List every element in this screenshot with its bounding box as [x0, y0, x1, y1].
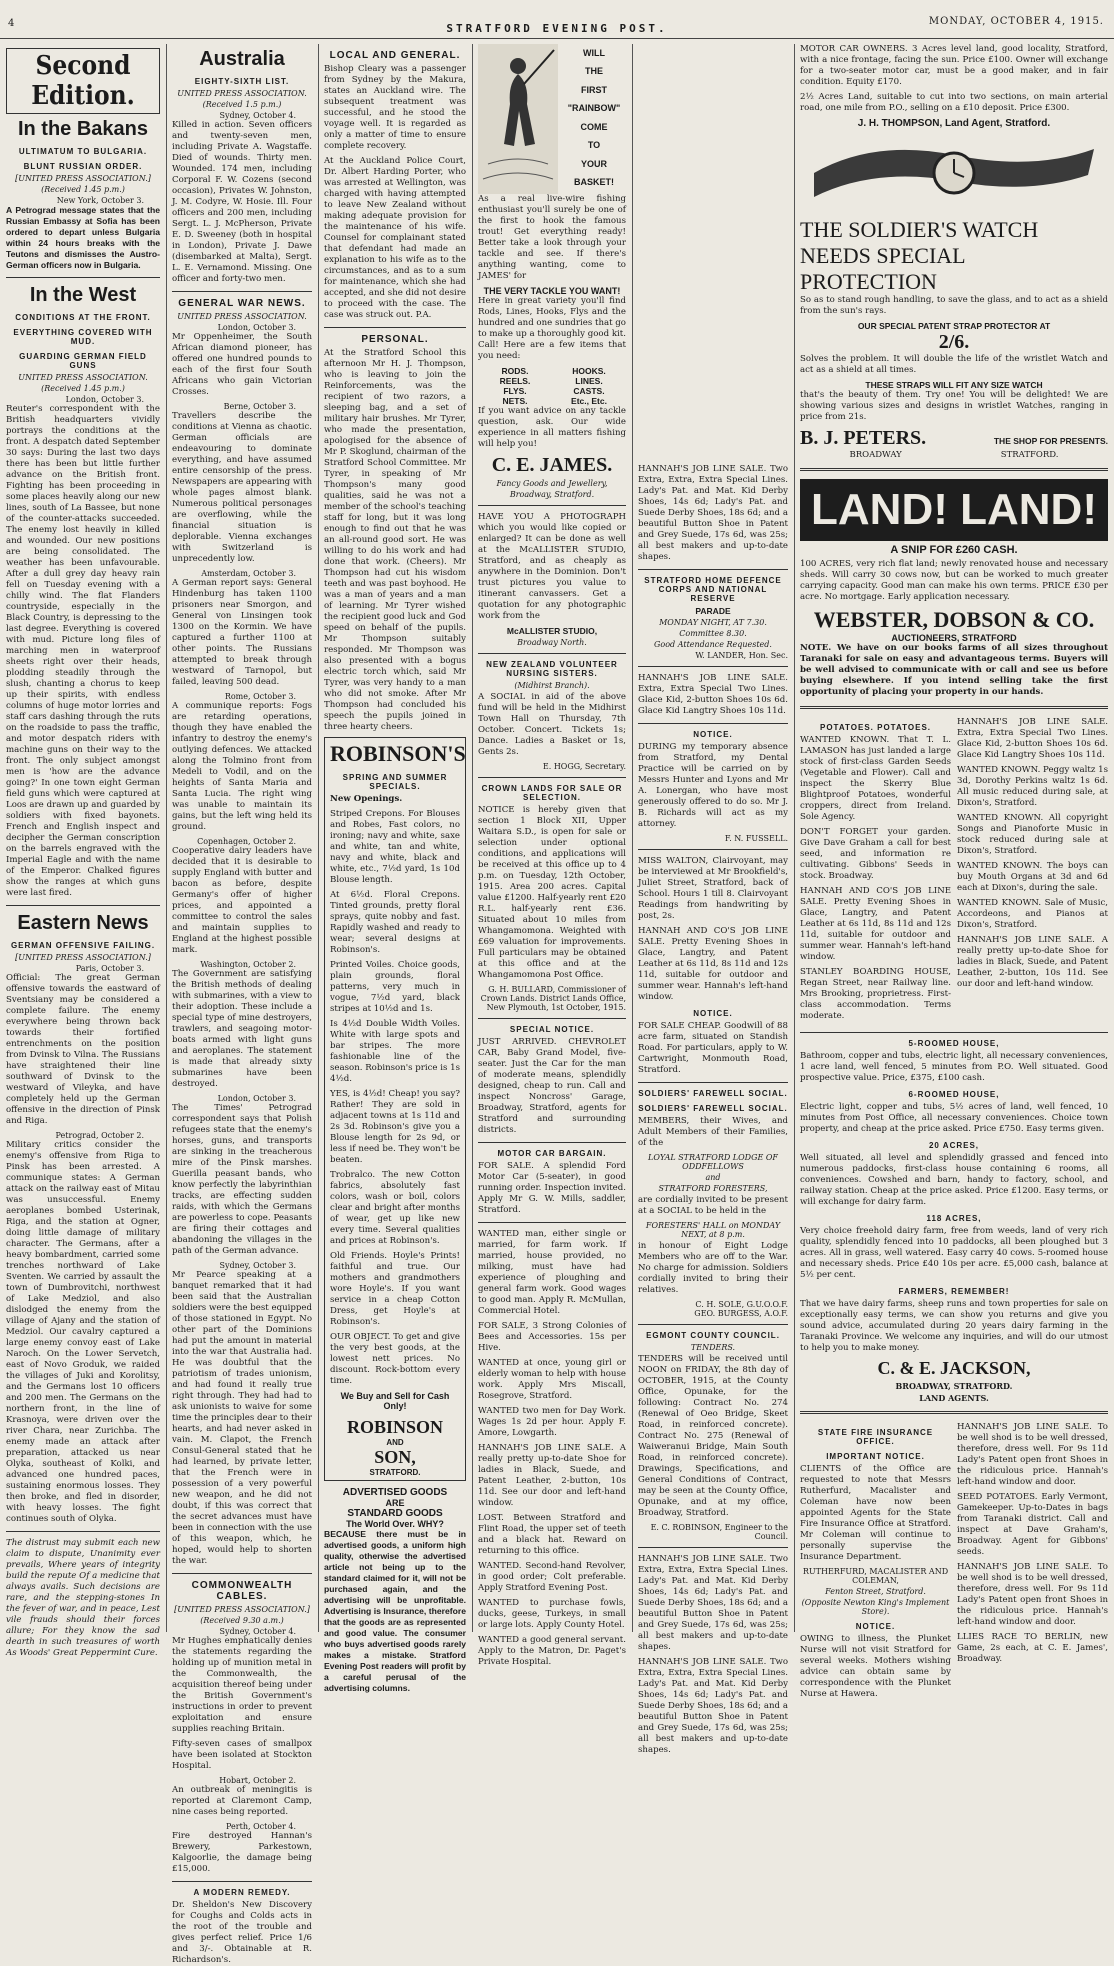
classified: FOR SALE, 3 Strong Colonies of Bees and Accessories. 15s per Hive.: [478, 1321, 626, 1353]
watch-headline: NEEDS SPECIAL: [800, 243, 966, 268]
dateline: Sydney, October 3.: [219, 1261, 296, 1270]
press-credit: [UNITED PRESS ASSOCIATION.]: [174, 1605, 310, 1614]
auctioneers: AUCTIONEERS, STRATFORD: [891, 633, 1017, 643]
war-body: Travellers describe the conditions at Vienna as chaotic. German officials are endeavouring to dominate everything, and have assumed entire censorship of the press. Newspapers are appearing with whole pages almost blank. Numerous political personages are overflowing, while the financial situation is deplorable. Vienna exchanges with Switzerland is unprecedently low.: [172, 411, 312, 564]
dateline: Washington, October 2.: [200, 960, 296, 969]
dateline: Perth, October 4.: [226, 1822, 296, 1831]
nurse-heading: NEW ZEALAND VOLUNTEER NURSING SISTERS.: [486, 660, 618, 678]
property-body: Bathroom, copper and tubs, electric light, all necessary conveniences, 1 acre land, well fenced, 5 minutes from P.O. Well situated. Good prospective value. Price, £375, £100 cash.: [800, 1051, 1108, 1083]
column-5: [632, 44, 794, 1755]
robinson-son: SON,: [374, 1447, 416, 1467]
war-body: Cooperative dairy leaders have decided that it is desirable to supply England with butter and bacon as before, despite Germany's offer of higher prices, and appointed a committee to control the sales and maintain supplies to England at the highest possible mark.: [172, 846, 312, 955]
classified-right: [957, 717, 1108, 1026]
classified: WANTED at once, young girl or elderly woman to help with house work. Apply Mrs Miscall, Rosegrove, Stratford.: [478, 1358, 626, 1401]
robinson-item: Trobralco. The new Cotton fabrics, absolutely fast colors, wash or boil, colors clear and bright after months of wear, get up like new every time. Several qualities and prices at Robinson's.: [330, 1170, 460, 1246]
classified: HANNAH'S JOB LINE SALE. To be well shod is to be well dressed, therefore, dress well. For 9s 11d Lady's Patent open front Shoes in the ridiculous price. Hannah's left-hand window and door.: [957, 1422, 1108, 1487]
balkans-subhead: ULTIMATUM TO BULGARIA.: [18, 147, 148, 156]
tackle-body: Here in great variety you'll find Rods, Lines, Hooks, Flys and the hundred and one sundries that go to make up a thoroughly good kit. Call! Here are a few items that you need:: [478, 296, 626, 361]
james-sub: Fancy Goods and Jewellery,: [496, 479, 608, 488]
west-heading: In the West: [29, 284, 137, 306]
dateline: Hobart, October 2.: [219, 1776, 296, 1785]
james-sub: Broadway, Stratford.: [509, 490, 595, 499]
fire-signature: RUTHERFURD, MACALISTER AND COLEMAN,: [802, 1567, 949, 1585]
jackson-agents: LAND AGENTS.: [919, 1393, 989, 1403]
press-credit: [UNITED PRESS ASSOCIATION.]: [15, 174, 151, 183]
classified: WANTED man, either single or married, for farm work. If married, house provided, no milking, must have had experience of ploughing and general farm work. Good wages to good man. Apply R. McMullan, Commercial Hotel.: [478, 1229, 626, 1316]
balkans-subhead: BLUNT RUSSIAN ORDER.: [23, 162, 143, 171]
property-body: Very choice freehold dairy farm, free from weeds, land of very rich quality, splendidly fenced into 10 paddocks, all been ploughed but 3 acres. All in grass, well watered. Easy carry 40 cows. 5-roomed house and necessary sheds. Price £40 10s per acre. £5,000 cash, balance at 5½ per cent.: [800, 1226, 1108, 1280]
peters-address-part: STRATFORD.: [1000, 450, 1059, 460]
property-heading: 5-ROOMED HOUSE,: [908, 1039, 1000, 1048]
balkans-heading: In the Bakans: [17, 118, 149, 140]
defence-when: MONDAY NIGHT, AT 7.30.: [659, 618, 767, 627]
tackle-close: If you want advice on any tackle question, ask. Our wide experience in all matters fishing will help you!: [478, 406, 626, 449]
fire-heading: STATE FIRE INSURANCE OFFICE.: [817, 1428, 934, 1446]
tackle-items: [478, 366, 626, 406]
james-name: C. E. JAMES.: [491, 454, 613, 476]
classified: HANNAH'S JOB LINE SALE. To be well shod is to be well dressed, therefore, dress well. For 9s 11d Lady's Patent open front Shoes in the ridiculous price. Hannah's left-hand window and door.: [957, 1562, 1108, 1627]
advertised-goods-heading: ADVERTISED GOODS: [342, 1487, 448, 1498]
column-6: [794, 44, 1114, 1699]
robinson-item: Striped Crepons. For Blouses and Robes, Fast colors, no ironing; navy and white, saxe and white, tan and white, navy and white, black and white, etc., 7½d yard, 1s 10d Blouse length.: [330, 809, 460, 885]
page-number: 4: [8, 18, 15, 29]
classified: HANNAH'S JOB LINE SALE. A really pretty up-to-date Shoe for ladies in Black, Suede, and Patent Leather, 2-button, 10s 11d. See our door and left-hand window.: [478, 1443, 626, 1508]
watch-body: Solves the problem. It will double the life of the wristlet Watch and act as a shield at all times.: [800, 354, 1108, 375]
dateline: Rome, October 3.: [224, 692, 296, 701]
classified-right: [957, 1422, 1108, 1704]
fire-address: (Opposite Newton King's Implement Store).: [801, 1598, 950, 1616]
chevrolet-body: JUST ARRIVED. CHEVROLET CAR, Baby Grand Model, five-seater. Just the Car for the man of moderate means, splendidly designed, cheap to run. Call and inspect Noncross' Garage, Broadway, Stratford, agents for Stratford and surrounding districts.: [478, 1037, 626, 1135]
received-time: (Received 1.5 p.m.): [202, 100, 282, 109]
watch-body: So as to stand rough handling, to save the glass, and to act as a shield from the sun's rays.: [800, 295, 1108, 316]
watch-patent: OUR SPECIAL PATENT STRAP PROTECTOR AT: [857, 321, 1051, 331]
fire-notice: IMPORTANT NOTICE.: [826, 1452, 925, 1461]
classified: WANTED KNOWN. All copyright Songs and Pianoforte Music in stock reduced during sale at Dixon's, Stratford.: [957, 813, 1108, 856]
robinson-sub: SPRING AND SUMMER SPECIALS.: [342, 773, 448, 791]
defence-committee: Committee 8.30.: [679, 629, 747, 638]
classified: LLIES RACE TO BERLIN, new Game, 2s each, at C. E. James', Broadway.: [957, 1632, 1108, 1664]
tackle-heading: THE VERY TACKLE YOU WANT!: [483, 286, 621, 296]
cables-body: Fire destroyed Hannan's Brewery, Parkestown, Kalgoorlie, the damage being £15,000.: [172, 1831, 312, 1874]
robinson-item: Printed Voiles. Choice goods, plain grounds, floral patterns, very much in vogue, 7½d yard, black stripes at 10½d and 1s.: [330, 960, 460, 1014]
watch-headline: THE SOLDIER'S WATCH: [800, 217, 1039, 242]
east-body: Military critics consider the enemy's offensive from Riga to Pinsk has been arrested. A communique states: A German attack on the railway east of Mitau was unsuccessful. Enemy aeroplanes bombed Usterinak, Riga, and the station at Ogner, doing little damage of military character. The Germans, after a heavy bombardment, carried some trenches northward of Lake Sventen. We carried by assault the town of Dumbrovitchi, northwest of Lake Medziol, and also dislodged the enemy from the village of Ajany and the station of Medziol. Our cavalry captured a large enemy convoy east of Lake Naroch. On the Lower Servetch, east of Novo Groduk, we raided the villages of Juki and Korolitsy, and the Germans lost 10 officers and 200 men. The Germans on the northern front, in the line of Krasnoya, were driven over the river Chara, near Zurichba. The enemy made an attack after preparation, attacked us near Olyka, southeast of Kolki, and advanced one hundred paces, sustaining enormous losses. They then broke, and fled in disorder, with heavy losses. The fight continues south of Olyka.: [6, 1140, 160, 1524]
classified: HANNAH'S JOB LINE SALE. A really pretty up-to-date Shoe for ladies in Black, Suede, and Patent Leather, 2-button, 10s 11d. See our door and left-hand window.: [957, 935, 1108, 989]
war-body: The Government are satisfying the British methods of dealing with submarines, with a view to their adoption. These include a special type of mine destroyers, trawlers, and seagoing motor-boats armed with light guns and aeroplanes. The statement is made that already sixty submarines have been destroyed.: [172, 969, 312, 1089]
farewell-signature: C. H. SOLE, G.U.O.O.F.: [695, 1300, 788, 1309]
robinson-item: At 6½d. Floral Crepons. Tinted grounds, pretty floral sprays, quite nobby and fast. Rapidly washed and ready to wear; several designs at Robinson's.: [330, 890, 460, 955]
classified: WANTED KNOWN. Peggy waltz 1s 3d, Dorothy Perkins waltz 1s 6d. All music reduced during sale, at Dixon's, Stratford.: [957, 765, 1108, 808]
fire-address: Fenton Street, Stratford.: [825, 1587, 926, 1596]
dateline: Sydney, October 4.: [219, 1627, 296, 1636]
dateline: Berne, October 3.: [223, 402, 296, 411]
robinson-advert: [324, 737, 466, 1481]
classified: WANTED KNOWN. The boys can buy Mouth Organs at 3d and 6d each at Dixon's, during the sale.: [957, 861, 1108, 893]
war-body: A communique reports: Fogs are retarding operations, though they have enabled the infantry to destroy the enemy's outlying defences. We attacked along the Tolmino front from Medeli to Vodil, and on the heights of Santa Maria and Santa Lucia. The right wing was unable to maintain its gains, but the left wing held its ground.: [172, 701, 312, 832]
received-time: (Received 1.45 p.m.): [41, 185, 125, 194]
tackle-item: CASTS.: [573, 386, 605, 396]
local-heading: LOCAL AND GENERAL.: [329, 50, 461, 61]
war-body: Mr Oppenheimer, the South African diamond pioneer, has offered one hundred pounds to each of the first four South Africans who gain Victorian Crosses.: [172, 332, 312, 397]
east-heading: Eastern News: [17, 912, 149, 934]
council-body: TENDERS will be received until NOON on FRIDAY, the 8th day of OCTOBER, 1915, at the County Office, Opunake, for the following: Contract No. 274 (Renewal of Oeo Bridge, Skeet Road, in reinforced concrete). Contract No. 275 (Renewal of Waiweranui Bridge, Main South Road, in reinforced concrete). Drawings, Specifications, and General Conditions of Contract, may be seen at the County Office, Opunake, and at my office, Broadway, Stratford.: [638, 1354, 788, 1518]
robinson-place: STRATFORD.: [369, 1468, 421, 1477]
lodge-name: LOYAL STRATFORD LODGE OF ODDFELLOWS: [648, 1153, 778, 1171]
land-snip: A SNIP FOR £260 CASH.: [890, 544, 1018, 556]
defence-heading: STRATFORD HOME DEFENCE CORPS AND NATIONAL RESERVE: [644, 576, 782, 603]
remedy-body: Dr. Sheldon's New Discovery for Coughs and Colds acts in the root of the trouble and gives perfect relief. Price 1/6 and 3/-. Obtainable at R. Richardson's.: [172, 1900, 312, 1965]
cables-body: Mr Hughes emphatically denies the statements regarding the holding up of munition metal in the Commonwealth, the acquisition thereof being under the British Government's instructions in order to prevent exploitation and ensure supplies reaching Britain.: [172, 1636, 312, 1734]
farmers-heading: FARMERS, REMEMBER!: [898, 1287, 1010, 1296]
rainbow-slogan: [562, 44, 626, 194]
classified: HANNAH'S JOB LINE SALE. Extra, Extra Special Two Lines. Glace Kid, 2-button Shoes 10s 6d. Glace Kid Langtry Shoes 10s 11d.: [638, 673, 788, 716]
cables-body: An outbreak of meningitis is reported at Claremont Camp, nine cases being reported.: [172, 1785, 312, 1817]
received-time: (Received 9.30 a.m.): [200, 1616, 284, 1625]
potatoes-heading: POTATOES. POTATOES.: [819, 723, 931, 732]
nurse-body: A SOCIAL in aid of the above fund will be held in the Midhirst Town Hall on Thursday, 7th October. Concert. Tickets 1s; Dance. Ladies a Basket or 1s, Gents 2s.: [478, 692, 626, 757]
lodge-name: STRATFORD FORESTERS,: [658, 1184, 768, 1193]
watch-strap-illustration: [804, 133, 1104, 213]
peters-name: B. J. PETERS.: [800, 427, 927, 449]
slogan-line: TO: [587, 140, 601, 151]
webster-name: WEBSTER, DOBSON & CO.: [813, 607, 1095, 632]
peters-tagline: THE SHOP FOR PRESENTS.: [993, 436, 1108, 446]
press-credit: UNITED PRESS ASSOCIATION.: [18, 373, 148, 382]
robinson-openings: New Openings.: [330, 794, 403, 804]
farewell-heading: SOLDIERS' FAREWELL SOCIAL.: [638, 1104, 788, 1113]
classified: HANNAH'S JOB LINE SALE. Two Extra, Extra, Extra Special Lines. Lady's Pat. and Mat. Kid Derby Shoes, 14s 6d; Lady's Pat. and Suede Derby Shoes, 18s 6d; and a beautiful Button Shoe in Patent and Grey Suede, 17s 6d, was 25s; all best makers and up-to-date shapes.: [638, 1657, 788, 1755]
crown-heading: CROWN LANDS FOR SALE OR SELECTION.: [481, 784, 623, 802]
fire-body: CLIENTS of the Office are requested to note that Messrs Rutherfurd, Macalister and Coleman have now been appointed Agents for the State Fire Insurance Office at Stratford. Mr Coleman will continue to personally supervise the Insurance Department.: [800, 1464, 951, 1562]
robinson-cash: We Buy and Sell for Cash Only!: [340, 1391, 450, 1411]
classified: WANTED two men for Day Work. Wages 1s 2d per hour. Apply F. Amore, Lowgarth.: [478, 1406, 626, 1438]
classified-left: [800, 717, 951, 1026]
local-body: At the Auckland Police Court, Dr. Albert Harding Porter, who was arrested at Wellington, was charged with having attempted to leave New Zealand without making adequate provision for the maintenance of his wife. Counsel for complainant stated that defendant had made an explanation to his wife as to the circumstances, and as to a sum for maintenance, which she had accepted, and she did not desire to proceed with the case. The case was struck out. P.A.: [324, 156, 466, 320]
classified: STANLEY BOARDING HOUSE, Regan Street, near Railway line. Mrs Brooking, proprietress. First-class accommodation. Terms moderate.: [800, 967, 951, 1021]
classified: HANNAH'S JOB LINE SALE. Two Extra, Extra, Extra Special Lines. Lady's Pat. and Mat. Kid Derby Shoes, 14s 6d; Lady's Pat. and Suede Derby Shoes, 18s 6d; and a beautiful Button Shoe in Patent and Grey Suede, 17s 6d, was 25s; all best makers and up-to-date shapes.: [638, 1554, 788, 1652]
advertised-goods-body: BECAUSE there must be in advertised goods, a uniform high quality, otherwise the advertised article not being up to the standard claimed for it, will not be purchased again, and the advertising will be unprofitable. Advertising is Insurance, therefore that the goods are as represented and good value. The consumer who buys advertised goods rarely makes a mistake. Stratford Evening Post readers will profit by a careful perusal of the advertising columns.: [324, 1529, 466, 1693]
property-body: Well situated, all level and splendidly grassed and fenced into numerous paddocks, first-class house containing 6 rooms, all conveniences. Cowshed and barn, handy to factory, school, and railway station. Cheap at the price asked. Price £1200. Easy terms, or will exchange for dairy farm.: [800, 1153, 1108, 1207]
robinson-and: AND: [386, 1438, 404, 1447]
rainbow-advert: [478, 44, 626, 194]
property-heading: 20 ACRES,: [928, 1141, 980, 1150]
balkans-body: A Petrograd message states that the Russian Embassy at Sofia has been ordered to depart unless Bulgaria within 24 hours breaks with the Teutons and dismisses the Austro-German officers now in Bulgaria.: [6, 205, 160, 270]
watch-body: that's the beauty of them. Try one! You will be delighted! We are showing various sizes and designs in wristlet Watches, ranging in price from 21s.: [800, 390, 1108, 422]
dateline: Sydney, October 4.: [219, 111, 296, 120]
slogan-line: BASKET!: [574, 177, 614, 188]
farewell-body: are cordially invited to be present at a SOCIAL to be held in the: [638, 1195, 788, 1216]
west-subhead: CONDITIONS AT THE FRONT.: [15, 313, 151, 322]
advertised-goods-heading: The World Over. WHY?: [346, 1519, 444, 1529]
classified: HANNAH'S JOB LINE SALE. Two Extra, Extra, Extra Special Lines. Lady's Pat. and Mat. Kid Derby Shoes, 14s 6d; Lady's Pat. and Suede Derby Shoes, 18s 6d; and a beautiful Button Shoe in Patent and Grey Suede, 17s 6d, was 25s; all best makers and up-to-date shapes.: [638, 464, 788, 562]
peters-advert: [800, 427, 1108, 450]
remedy-heading: A MODERN REMEDY.: [193, 1888, 291, 1897]
classified: FOR SALE CHEAP. Goodwill of 88 acre farm, situated on Standish Road. For particulars, apply to W. Cartwright, Monmouth Road, Stratford.: [638, 1021, 788, 1075]
watch-straps: THESE STRAPS WILL FIT ANY SIZE WATCH: [865, 380, 1043, 390]
land-advert: 2½ Acres Land, suitable to cut into two sections, on main arterial road, one mile from P.O., selling on a £10 deposit. Price £300.: [800, 92, 1108, 113]
thompson-agent: J. H. THOMPSON, Land Agent, Stratford.: [857, 118, 1051, 129]
dateline: London, October 3.: [217, 1094, 296, 1103]
farewell-heading: SOLDIERS' FAREWELL SOCIAL.: [638, 1089, 788, 1098]
west-subhead: EVERYTHING COVERED WITH MUD.: [13, 328, 153, 346]
jackson-address: BROADWAY, STRATFORD.: [895, 1381, 1013, 1391]
west-body: Reuter's correspondent with the British headquarters vividly portrays the conditions at the front. A despatch dated September 30 says: During the last two days there has been but little further advance on the British front. Fighting has been proceeding in some places heavily along our new lines, south of La Bassee, but none of the counter-attacks succeeded. The enemy lost heavily in killed and wounded. Our new positions are being consolidated. The weather has been unfavourable. After a dull grey day heavy rain fell on Tuesday evening with a chilly wind. The flat Flanders countryside, especially in the Black Country, is depressing to the last degree. Everything is covered with mud. Picture long files of marching men in waterproof sheets right over their heads, plodding steadily through the slush, chanting a chorus to keep up their spirits, with endless columns of huge motor lorries and staff cars dashing through the ruts on the roadside to pass the traffic, and motor despatch riders with machine guns on their way to the front. The only subject amongst men is 'how are the advance going?' In one town eight German field guns which were captured at Loos are drawn up and guarded by soldiers with fixed bayonets. French and English inspect and decipher the German conscription on the barrels engraved with the Imperial Eagle and with the name of the Emperor. Chalked figures show the ranges at which guns were last fired.: [6, 404, 160, 898]
robinson-item: OUR OBJECT. To get and give the very best goods, at the lowest nett prices. No discount. Rock-bottom every time.: [330, 1332, 460, 1386]
robinson-item: Is 4½d Double Width Voiles. White with large spots and bar stripes. The more fashionable line of the season. Robinson's price is 1s 4½d.: [330, 1019, 461, 1084]
slogan-line: FIRST: [581, 84, 607, 95]
council-heading: EGMONT COUNTY COUNCIL.: [646, 1331, 780, 1340]
robinson-item: Old Friends. Hoyle's Prints! faithful and true. Our mothers and grandmothers wore Hoyle's. If you want service in a cheap Cotton Dress, get Hoyle's at Robinson's.: [330, 1251, 460, 1327]
received-time: (Received 1.45 p.m.): [41, 384, 125, 393]
cables-body: Fifty-seven cases of smallpox have been isolated at Stockton Hospital.: [172, 1739, 312, 1771]
column-1: [0, 44, 166, 1658]
dateline: New York, October 3.: [56, 196, 144, 205]
land-body: 100 ACRES, very rich flat land; newly renovated house and necessary sheds. Will carry 30 cows now, but can be worked to much greater carrying capacity. Good man can make his own terms. PRICE £30 per acre. No mortgage. Early application necessary.: [800, 559, 1108, 602]
land-advert: MOTOR CAR OWNERS. 3 Acres level land, good locality, Stratford, with a nice frontage, facing the sun. Price £100. Owner will exchange for a two-seater motor car, must be a good maker, and in fair condition. Equity £170.: [800, 44, 1108, 87]
classified: MISS WALTON, Clairvoyant, may be interviewed at Mr Brookfield's, Juliet Street, Stratford, back of School. Hours 1 till 8. Clairvoyant Readings from handwriting by post, 2s.: [638, 856, 788, 921]
personal-heading: PERSONAL.: [361, 334, 429, 345]
tackle-item: HOOKS.: [572, 366, 606, 376]
dateline: London, October 3.: [217, 323, 296, 332]
rainbow-body: As a real live-wire fishing enthusiast you'll surely be one of the first to hook the famous trout! Get everything ready! Better take a look through your tackle and see. If there's anything wanting, come to JAMES' for: [478, 194, 626, 281]
slogan-line: YOUR: [580, 158, 607, 169]
nurse-signature: E. HOGG, Secretary.: [542, 762, 626, 771]
farewell-body: in honour of Eight Lodge Members who are off to the War. No charge for admission. Soldiers cordially invited to bring their relatives.: [638, 1241, 788, 1295]
classified: DON'T FORGET your garden. Give Dave Graham a call for best seed, and information re cultivating. Gibbons' Seeds in stock. Broadway.: [800, 827, 951, 881]
war-body: Mr Pearce speaking at a banquet remarked that it had been said that the Australian soldiers were the best equipped of those stationed in Egypt. No other part of the Dominions had put the amount in material into the war that Australia had. He was doubtful that the patriotism of trades unionism, and had found it really true right through. They had had to ask unionists to waive for some time the principles dear to their hearts, and had never asked in vain. M. Clapot, the French Consul-General stated that he had learned, by private letter, that the French were in possession of a very powerful new weapon, and he did not doubt, if this was correct that the secret advances must have been in connection with the use of this weapon, which, he hoped, would help to shorten the war.: [172, 1270, 312, 1566]
angler-illustration: [478, 44, 558, 194]
tackle-item: Etc., Etc.: [571, 396, 607, 406]
tackle-item: LINES.: [575, 376, 603, 386]
classified: LOST. Between Stratford and Flint Road, the upper set of teeth and a black hat. Reward on returning to this office.: [478, 1513, 626, 1556]
classified: WANTED a good general servant. Apply to the Matron, Dr. Paget's Private Hospital.: [478, 1635, 626, 1667]
motor-body: FOR SALE. A splendid Ford Motor Car (5-seater), in good running order. Inspection invited. Apply Mr G. W. Mills, saddler, Stratford.: [478, 1161, 626, 1215]
edition-banner: Second Edition.: [6, 48, 160, 114]
robinson-name: ROBINSON: [346, 1417, 444, 1437]
classified-columns: [800, 1422, 1108, 1704]
east-body: Official: The great German offensive towards the eastward of Sventsiany may be considered a complete failure. The enemy everywhere being thrown back towards their fortified entrenchments on the position from Dvinsk to Vilna. The Russians have straightened their line southward of Dvinsk to the westward of Vileyka, and have completely held up the German offensive in the direction of Pinsk and Riga.: [6, 973, 160, 1126]
press-credit: UNITED PRESS ASSOCIATION.: [177, 312, 307, 321]
peters-address-part: BROADWAY: [849, 450, 902, 460]
defence-signature: W. LANDER, Hon. Sec.: [695, 651, 788, 660]
webster-note: NOTE. We have on our books farms of all sizes throughout Taranaki for sale on easy and advantageous terms. Buyers will be well advised to communicate with or call and see us before buying elsewhere. If you intend selling take the first opportunity of placing your property in our hands.: [800, 643, 1108, 697]
slogan-line: COME: [580, 121, 608, 132]
advertised-goods-heading: ARE: [385, 1498, 405, 1508]
press-credit: UNITED PRESS ASSOCIATION.: [177, 89, 307, 98]
classified-columns: [800, 717, 1108, 1026]
australia-heading: Australia: [199, 48, 285, 70]
war-news-heading: GENERAL WAR NEWS.: [178, 298, 306, 309]
classified: HANNAH AND CO'S JOB LINE SALE. Pretty Evening Shoes in Glace, Langtry, and Patent Leather at 6s 11d, 8s 11d and 12s 11d, suitable for outdoor and summer wear. Hannah's left-hand window.: [800, 886, 951, 962]
property-heading: 6-ROOMED HOUSE,: [908, 1090, 1000, 1099]
farmers-body: That we have dairy farms, sheep runs and town properties for sale on exceptionally easy terms, we can show you returns and give you sound advice, accumulated during 20 years dairy farming in the Taranaki Province. We welcome any inquiries, and will do our utmost to help you to make money.: [800, 1299, 1108, 1353]
advertised-goods-heading: STANDARD GOODS: [347, 1508, 443, 1519]
dental-body: DURING my temporary absence from Stratford, my Dental Practice will be carried on by Messrs Hunter and Lyons and Mr A. Lonergan, who have most generously offered to do so. Mr J. B. Richards will act as my attorney.: [638, 742, 788, 829]
dental-signature: F. N. FUSSELL.: [724, 834, 788, 843]
farewell-signature: GEO. BURGESS, A.O.F.: [694, 1309, 788, 1318]
classified: WANTED. Second-hand Revolver, in good order; Colt preferable. Apply Stratford Evening Post.: [478, 1561, 626, 1593]
tackle-item: REELS.: [499, 376, 531, 386]
robinson-title: ROBINSON'S: [330, 741, 466, 766]
column-2: [166, 44, 318, 1965]
cure-verse: The distrust may submit each new claim to dispute, Unanimity ever prevails, Where years of integrity build the repute Of a medicine that always avails. Such decisions are rare, and the stepping-stones In the fever of war, and in peace, Lest vile frauds should their forces allure; For they know the sad dearth in such treasures of worth As Woods' Great Peppermint Cure.: [6, 1538, 160, 1658]
column-4: [472, 44, 632, 1667]
classified: HANNAH'S JOB LINE SALE. Extra, Extra Special Two Lines. Glace Kid, 2-button Shoes 10s 6d. Glace Kid Langtry Shoes 10s 11d.: [957, 717, 1108, 760]
dateline: Petrograd, October 2.: [55, 1131, 144, 1140]
tackle-item: NETS.: [502, 396, 528, 406]
column-5-spacer: [638, 44, 788, 464]
defence-parade: PARADE: [695, 606, 731, 616]
photo-studio: McALLISTER STUDIO,: [506, 626, 598, 636]
jackson-name: C. & E. JACKSON,: [877, 1358, 1031, 1378]
watch-headline: PROTECTION: [800, 269, 937, 294]
property-heading: 118 ACRES,: [926, 1214, 982, 1223]
nurse-sub: (Midhirst Branch).: [514, 681, 590, 690]
masthead: [0, 4, 1114, 39]
west-subhead: GUARDING GERMAN FIELD GUNS: [19, 352, 147, 370]
council-sub: TENDERS.: [690, 1343, 736, 1352]
war-body: A German report says: General Hindenburg has taken 1100 prisoners near Smorgon, and General von Linsingen took 1300 on the Kormin. We have captured a further 1100 at other points. The Russians attempted to break through westward of Tarnopol, but failed, leaving 500 dead.: [172, 578, 312, 687]
dental-heading: NOTICE.: [693, 730, 733, 739]
dateline: London, October 3.: [65, 395, 144, 404]
local-body: Bishop Cleary was a passenger from Sydney by the Makura, states an Auckland wire. The subsequent treatment was successful, and he stood the voyage well. It is regarded as only a matter of time to ensure complete recovery.: [324, 64, 466, 151]
newspaper-title: STRATFORD EVENING POST.: [446, 22, 668, 35]
war-body: The Times' Petrograd correspondent says that Polish refugees state that the enemy's horses, guns, and transports are sinking in the treacherous mire of the Pinsk marshes. Guerilla peasant bands, who know perfectly the labyrinthian tracks, are effecting sudden raids, with which the Germans are powerless to cope. Peasants are firing their cottages and abandoning the villages in the path of the German advance.: [172, 1103, 312, 1256]
classified-left: [800, 1422, 951, 1704]
classified: WANTED KNOWN. Sale of Music, Accordeons, and Pianos at Dixon's, Stratford.: [957, 898, 1108, 930]
plunket-body: OWING to illness, the Plunket Nurse will not visit Stratford for several weeks. Mothers wishing advice can obtain same by correspondence with the Plunket Nurse at Hawera.: [800, 1634, 951, 1699]
watch-price: 2/6.: [938, 331, 970, 353]
land-banner: LAND! LAND!: [800, 479, 1108, 541]
classified: WANTED to purchase fowls, ducks, geese, Turkeys, in small or large lots. Apply County Hotel.: [478, 1598, 626, 1630]
dateline: Amsterdam, October 3.: [201, 569, 296, 578]
tackle-item: RODS.: [501, 366, 529, 376]
classified: WANTED KNOWN. That T. L. LAMASON has just landed a large stock of first-class Garden Seeds (Vegetable and Flower). Call and inspect the Skerry Blue Blightproof Potatoes, wonderful croppers, direct from Ireland. Sole Agency.: [800, 735, 951, 822]
council-signature: E. C. ROBINSON, Engineer to the Council.: [650, 1523, 788, 1541]
motor-heading: MOTOR CAR BARGAIN.: [497, 1149, 607, 1158]
dateline: Paris, October 3.: [75, 964, 144, 973]
personal-body: At the Stratford School this afternoon Mr H. J. Thompson, who is leaving to join the Reinforcements, was the recipient of two razors, a sleeping bag, and a set of military hair brushes. Mr Tyrer, who made the presentation, apologised for the absence of Mr P. Skoglund, chairman of the Stratford School Committee. Mr Tyrer, in speaking of Mr Thompson's many good qualities, said he was not a member of the school's teaching staff for long, but it was long enough to find out that he was an all-round good sort. He was willing to do his work and had done that work. (Cheers). Mr Thompson had cut his wisdom teeth and was past boyhood. He was a man of years and a man of learning. Mr Tyrer wished the recipient good luck and God speed on behalf of the pupils. Mr Thompson suitably responded. Mr Thompson was also presented with a bogus electric torch which, said Mr Tyrer, was very handy to a man who did not smoke. After Mr Thompson had concluded his speech the pupils joined in three hearty cheers.: [324, 348, 466, 732]
press-credit: [UNITED PRESS ASSOCIATION.]: [15, 953, 151, 962]
defence-request: Good Attendance Requested.: [654, 640, 772, 649]
chevrolet-heading: SPECIAL NOTICE.: [509, 1025, 595, 1034]
east-subhead: GERMAN OFFENSIVE FAILING.: [10, 941, 156, 950]
robinson-item: YES, is 4½d! Cheap! you say? Rather! They are sold in adjacent towns at 1s 11d and 2s 3d. Robinson's give you a Blouse length for 2s 9d, or less if need be. They won't be beaten.: [330, 1089, 460, 1165]
farewell-hall: FORESTERS' HALL on MONDAY NEXT, at 8 p.m.: [645, 1221, 781, 1239]
photo-advert: HAVE YOU A PHOTOGRAPH which you would like copied or enlarged? It can be done as well at the McALLISTER STUDIO, Stratford, and as cheaply as anywhere in the Dominion. Don't trust pictures you value to itinerant canvassers. Get a quotation for any photographic work from the: [478, 512, 626, 621]
peters-address: [800, 450, 1108, 460]
notice-heading: NOTICE.: [693, 1009, 733, 1018]
slogan-line: WILL: [583, 48, 605, 58]
lodge-and: and: [705, 1173, 721, 1182]
classified: SEED POTATOES. Early Vermont, Gamekeeper. Up-to-Dates in bags from Taranaki district. Call and inspect at Dave Graham's, Broadway. Agent for Gibbons' seeds.: [957, 1492, 1108, 1557]
slogan-line: THE: [585, 66, 603, 77]
tackle-item: FLYS.: [503, 386, 527, 396]
dateline: Copenhagen, October 2.: [197, 837, 296, 846]
classified: HANNAH AND CO'S JOB LINE SALE. Pretty Evening Shoes in Glace, Langtry, and Patent Leather at 6s 11d, 8s 11d and 12s 11d, suitable for outdoor and summer wear. Hannah's left-hand window.: [638, 926, 788, 1002]
property-body: Electric light, copper and tubs, 5½ acres of land, well fenced, 10 minutes from Post Office, all necessary conveniences. Choice town property, and cheap at the price asked. Price £750. Easy terms given.: [800, 1102, 1108, 1134]
farewell-body: MEMBERS, their Wives, and Adult Members of their Families, of the: [638, 1116, 788, 1148]
casualty-list: EIGHTY-SIXTH LIST.: [194, 77, 290, 86]
australia-body: Killed in action. Seven officers and twenty-seven men, including Private A. Wagstaffe. Died of wounds. Thirty men. Wounded. 174 men, including Corporal F. W. Cozens (second occasion), Privates W. Johnston, J. M. Codyre, W. Hosie. Ill. Four officers and 200 men, including Sergt. L. J. McPherson, Private E. D. Sweeney (both in hospital in London), Private J. Dawe (disembarked at Malta), Sergt. L. E. Vernamond. Missing. One officer and forty-two men.: [172, 120, 312, 284]
notice-heading: NOTICE.: [855, 1622, 896, 1631]
crown-signature: G. H. BULLARD, Commissioner of Crown Lands. District Lands Office, New Plymouth, 1st October, 1915.: [480, 985, 626, 1012]
photo-address: Broadway North.: [517, 638, 587, 647]
crown-body: NOTICE is hereby given that section 1 Block XII, Upper Waitara S.D., is open for sale or selection under optional conditions, and applications will be received at this office up to 4 p.m. on Tuesday, 12th October, 1915. Area 200 acres. Capital value £1200. Half-yearly rent £20 R.L. half-yearly rent £36. Situated about 10 miles from Whangamomona. Weighted with £69 valuation for improvements. Full particulars may be obtained at this office and at the Whangamomona Post Office.: [478, 805, 626, 980]
column-3: [318, 44, 472, 1693]
slogan-line: "RAINBOW": [567, 103, 621, 114]
cables-heading: COMMONWEALTH CABLES.: [191, 1580, 293, 1602]
issue-date: MONDAY, OCTOBER 4, 1915.: [928, 16, 1104, 27]
